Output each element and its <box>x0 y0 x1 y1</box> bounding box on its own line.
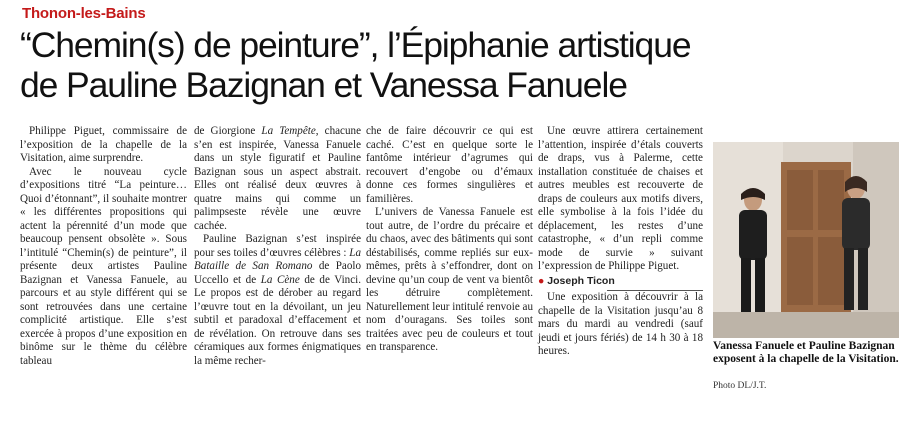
artwork-title: La Bataille de San Romano <box>194 246 361 272</box>
info-box: Une exposition à découvrir à la chapelle de la Visitation jusqu’au 8 mars du mardi au vendredi (sauf jeudi et jours fériés) de 14 h 30 à 18 heures. <box>538 291 703 357</box>
photo-caption: Vanessa Fanuele et Pauline Bazignan exposent à la chapelle de la Visitation. <box>713 340 899 365</box>
photo <box>713 142 899 338</box>
paragraph: Une œuvre attirera certainement l’attention, inspirée d’étals couverts de draps, vus à Palerme, cette installation constituée de chaises et autres meubles est recouverte de draps de couleurs aux motifs divers, elle symbolise à la fois l’idée du déplacement, les restes d’une catastrophe, « d’un repli comme mode de survie » suivant l’expression de Philippe Piguet. <box>538 125 703 272</box>
paragraph: Avec le nouveau cycle d’expositions titré “La peinture… Quoi d’étonnant”, il souhaite montrer « les différentes propositions qui actent la pérennité d’un mode que beaucoup pensent obsolète ». Sous l’intitulé “Chemin(s) de peinture”, il présente deux artistes Pauline Bazignan et Vanessa Fanuele, au parcours et au style différent qui se sont retrouvées dans une certaine complicité artistique. Elle s’est exercée à propos d’une exposition en binôme sur le thème du célèbre tableau <box>20 165 187 367</box>
text-run: , chacune s’en est inspirée, Vanessa Fanuele dans un style figuratif et Pauline Bazignan sous un aspect abstrait. Elles ont réalisé deux œuvres à quatre mains qui comme un palimpseste révèle une œuvre cachée. <box>194 125 361 232</box>
paragraph: Philippe Piguet, commissaire de l’exposition de la chapelle de la Visitation, aime surprendre. <box>20 125 187 164</box>
article-column-1 <box>20 125 187 368</box>
artwork-title: La Cène <box>260 273 300 286</box>
author-name: Joseph Ticon <box>547 274 615 287</box>
text-run: de Giorgione <box>194 125 262 137</box>
paragraph: che de faire découvrir ce qui est caché. C’est en quelque sorte le fantôme intérieur d’agrumes qui recouvert d’engobe ou d’émaux donne ces formes singulières et familières. <box>366 125 533 205</box>
headline <box>20 25 900 105</box>
artwork-title: La Tempête <box>261 125 316 137</box>
byline <box>538 275 703 289</box>
article-column-2 <box>194 125 361 368</box>
photo-credit: Photo DL/J.T. <box>713 381 767 391</box>
article-column-3 <box>366 125 533 355</box>
text-run: de de Vinci. Le propos est de dérober au regard l’œuvre tout en la dévoilant, un jeu subtil et paradoxal d’effacement et de révélation. On retrouve dans ses céramiques aux formes énigmatiques la même recher- <box>194 273 361 367</box>
paragraph <box>194 233 361 368</box>
paragraph: L’univers de Vanessa Fanuele est tout autre, de l’ordre du précaire et du chaos, avec des bâtiments qui sont déstabilisés, comme repliés sur eux-mêmes, prêts à s’effondrer, dont on devine qu’un coup de vent va bientôt les détruire complètement. Naturellement leur intitulé renvoie au nom d’ouragans. Ses toiles sont traitées avec peu de couleurs et tout en transparence. <box>366 206 533 353</box>
text-run: de Paolo Uccello et de <box>194 260 361 286</box>
text-run: Pauline Bazignan s’est inspirée pour ses toiles d’œuvres célèbres : <box>194 233 361 259</box>
article-column-4 <box>538 125 703 359</box>
section-rubric: Thonon-les-Bains <box>22 5 146 22</box>
paragraph <box>194 125 361 233</box>
photo-illustration <box>713 142 899 338</box>
bullet-icon: ● <box>538 274 545 287</box>
headline-line-2: de Pauline Bazignan et Vanessa Fanuele <box>20 65 627 105</box>
headline-line-1: “Chemin(s) de peinture”, l’Épiphanie artistique <box>20 25 691 65</box>
